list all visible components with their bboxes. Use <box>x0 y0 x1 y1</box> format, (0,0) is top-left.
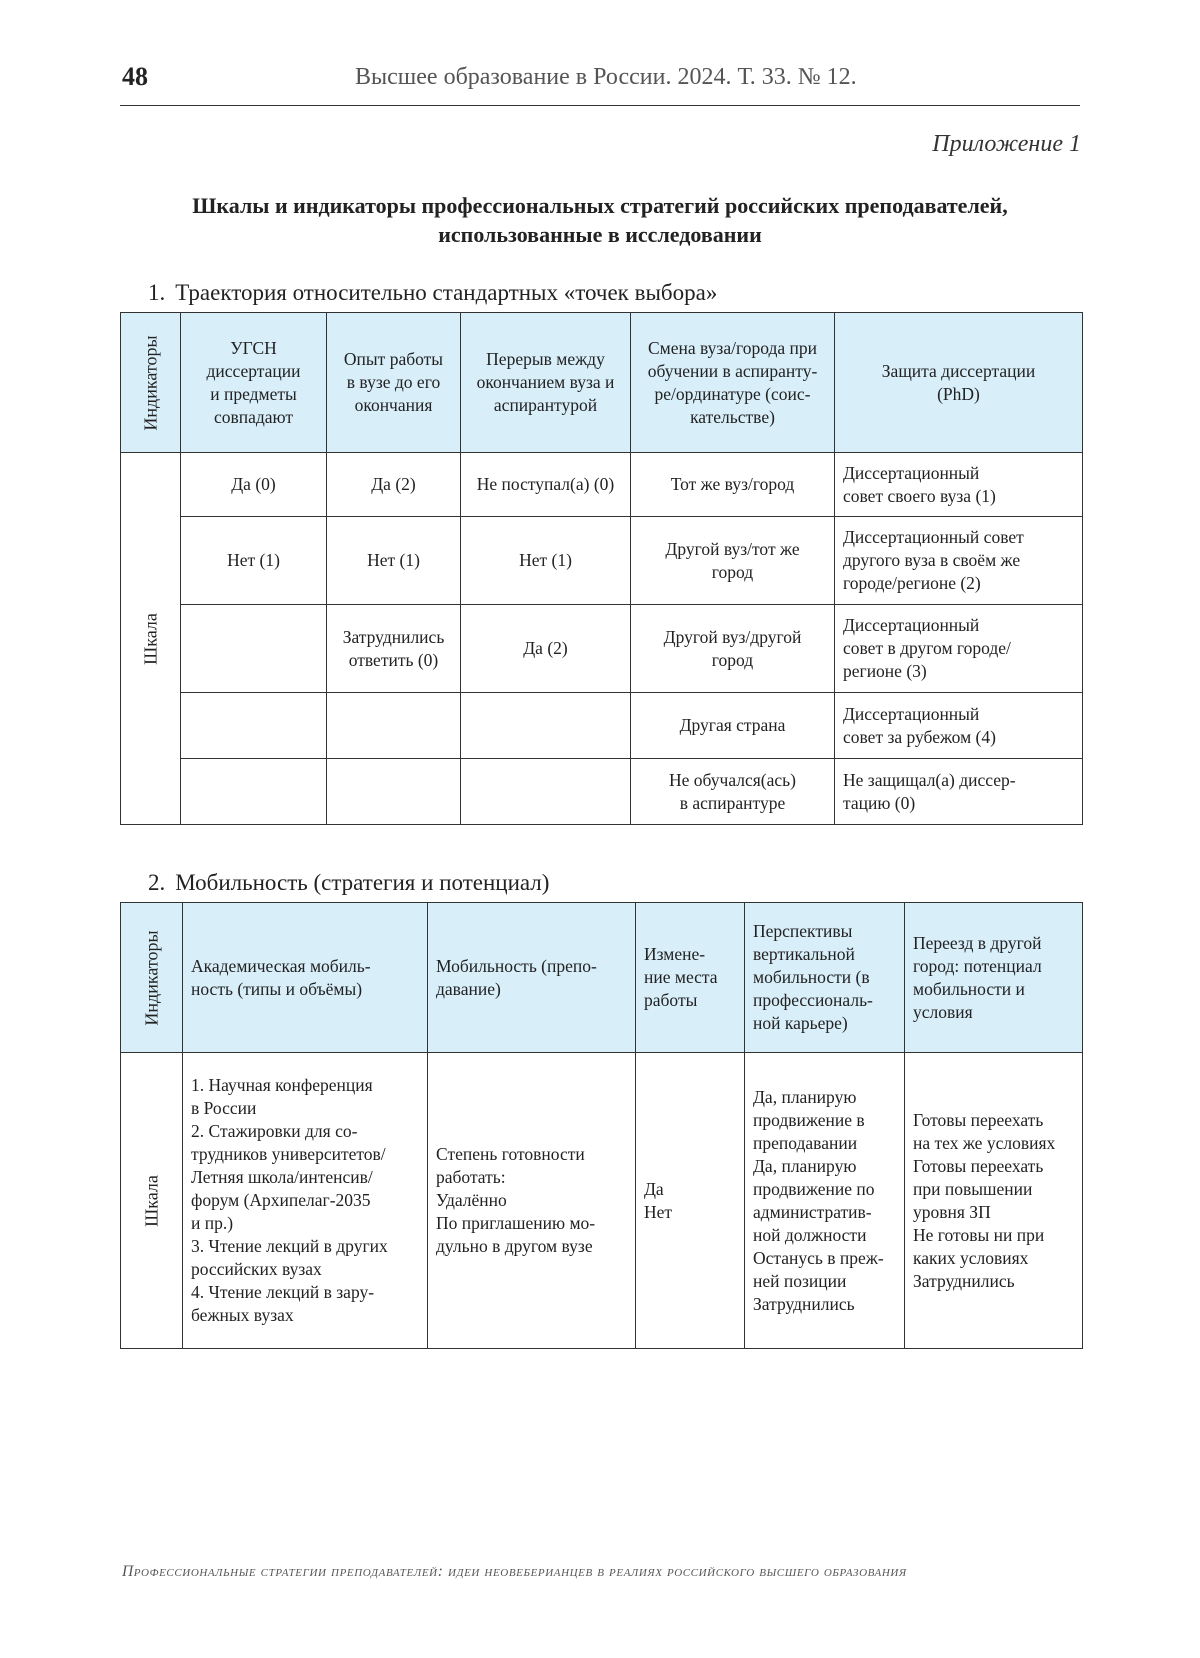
scale-label-cell <box>121 453 181 825</box>
header-cell <box>745 903 905 1053</box>
header-cell <box>636 903 745 1053</box>
cell-text-line: обучении в аспиранту- <box>647 360 818 381</box>
table-cell <box>835 453 1083 517</box>
cell-text-line: Нет (1) <box>519 550 572 570</box>
cell-text-line: Затруднились <box>753 1293 855 1314</box>
cell-text-line: ной карьере) <box>753 1013 848 1033</box>
title-line: использованные в исследовании <box>438 222 762 247</box>
cell-text-line: 3. Чтение лекций в других <box>191 1236 388 1256</box>
cell-text-line: административ- <box>753 1201 872 1222</box>
cell-text-line: Летняя школа/интенсив/ <box>191 1167 373 1187</box>
cell-text-line: аспирантурой <box>493 395 598 415</box>
cell-text-line: Не готовы ни при <box>913 1224 1045 1245</box>
cell-text-line: мобильности (в <box>753 967 870 987</box>
cell-text-line: Готовы переехать <box>913 1155 1044 1176</box>
cell-text-line: Нет <box>644 1201 673 1222</box>
cell-text-line: Академическая мобиль- <box>191 955 371 976</box>
cell-text-line: ние места <box>644 967 718 987</box>
cell-text-line: Защита диссертации <box>881 360 1036 381</box>
cell-text-line: давание) <box>436 978 501 999</box>
cell-text-line: совет за рубежом (4) <box>843 726 996 747</box>
table-cell <box>327 605 461 693</box>
cell-text-line: уровня ЗП <box>913 1201 991 1222</box>
section-title: Мобильность (стратегия и потенциал) <box>175 870 550 895</box>
table-cell <box>181 517 327 605</box>
table-cell <box>461 453 631 517</box>
cell-text-line: Смена вуза/города при <box>648 337 817 358</box>
cell-text-line: и пр.) <box>191 1213 234 1233</box>
table-row <box>121 1053 1083 1349</box>
indicators-label: Индикаторы <box>140 334 160 431</box>
cell-text-line: Тот же вуз/город <box>670 474 795 494</box>
indicators-header-cell <box>121 903 183 1053</box>
cell-text-line: совпадают <box>213 406 294 427</box>
cell-text-line: ной должности <box>753 1224 867 1245</box>
cell-text-line: бежных вузах <box>191 1305 294 1325</box>
cell-text-line: Перспективы <box>753 921 853 941</box>
cell-text-line: Диссертационный <box>843 462 980 483</box>
table-cell <box>835 759 1083 825</box>
table-cell <box>631 517 835 605</box>
cell-text-line: другого вуза в своём же <box>843 550 1021 570</box>
document-title <box>120 191 1080 249</box>
cell-text-line: дульно в другом вузе <box>436 1236 593 1256</box>
scale-label-cell <box>121 1053 183 1349</box>
cell-text-line: Другой вуз/другой <box>663 626 802 647</box>
cell-text-line: Да (2) <box>523 638 568 658</box>
cell-text-line: Диссертационный совет <box>843 527 1024 547</box>
table-cell <box>835 517 1083 605</box>
table-cell <box>905 1053 1083 1349</box>
cell-text-line: Мобильность (препо- <box>436 955 597 976</box>
cell-text-line: условия <box>913 1001 973 1022</box>
cell-text-line: Другой вуз/тот же <box>665 538 800 559</box>
table-cell <box>183 1053 428 1349</box>
table-cell <box>461 605 631 693</box>
cell-text-line: Другая страна <box>679 715 786 735</box>
cell-text-line: кательстве) <box>690 406 775 427</box>
cell-text-line: город <box>711 561 754 582</box>
header-cell <box>461 313 631 453</box>
cell-text-line: форум (Архипелаг-2035 <box>191 1190 371 1210</box>
table-cell <box>181 759 327 825</box>
cell-text-line: профессиональ- <box>753 990 873 1010</box>
cell-text-line: совет в другом городе/ <box>843 638 1011 658</box>
table-cell <box>461 693 631 759</box>
table-header-row <box>121 313 1083 453</box>
cell-text-line: Опыт работы <box>343 349 444 369</box>
header-cell <box>183 903 428 1053</box>
table-header-row <box>121 903 1083 1053</box>
table-cell <box>428 1053 636 1349</box>
running-head: Высшее образование в России. 2024. Т. 33. № 12. <box>355 64 857 90</box>
cell-text-line: 1. Научная конференция <box>191 1075 373 1095</box>
cell-text-line: ней позиции <box>753 1270 847 1291</box>
trajectory-table <box>120 312 1083 825</box>
table-cell <box>745 1053 905 1349</box>
cell-text-line: 2. Стажировки для со- <box>191 1121 358 1141</box>
cell-text-line: Готовы переехать <box>913 1109 1044 1130</box>
cell-text-line: Затруднились <box>913 1270 1015 1291</box>
table-cell <box>461 517 631 605</box>
cell-text-line: российских вузах <box>191 1259 322 1279</box>
cell-text-line: регионе (3) <box>843 661 927 681</box>
footer-running-title: Профессиональные стратегии преподавателей: идеи неовеберианцев в реалиях российского высшего образования <box>122 1563 907 1580</box>
table-cell <box>327 517 461 605</box>
cell-text-line: Диссертационный <box>843 615 980 635</box>
table-row <box>121 605 1083 693</box>
cell-text-line: Измене- <box>644 944 706 964</box>
cell-text-line: работать: <box>436 1167 506 1187</box>
table-cell <box>631 453 835 517</box>
table-cell <box>835 693 1083 759</box>
table-cell <box>327 693 461 759</box>
cell-text-line: и предметы <box>210 383 297 404</box>
cell-text-line: окончанием вуза и <box>476 372 615 392</box>
cell-text-line: продвижение по <box>753 1178 875 1199</box>
table-row <box>121 759 1083 825</box>
cell-text-line: в аспирантуре <box>679 792 786 813</box>
cell-text-line: при повышении <box>913 1178 1033 1199</box>
table-row <box>121 453 1083 517</box>
cell-text-line: на тех же условиях <box>913 1132 1056 1153</box>
cell-text-line: Степень готовности <box>436 1144 585 1164</box>
cell-text-line: город: потенциал <box>913 955 1042 976</box>
table-cell <box>636 1053 745 1349</box>
table-cell <box>631 759 835 825</box>
header-cell <box>835 313 1083 453</box>
cell-text-line: Да (2) <box>371 474 416 494</box>
table-cell <box>327 759 461 825</box>
table-cell <box>631 693 835 759</box>
cell-text-line: трудников университетов/ <box>191 1144 386 1164</box>
cell-text-line: (PhD) <box>937 383 980 404</box>
section-number: 1. <box>148 280 166 305</box>
indicators-label: Индикаторы <box>141 929 161 1026</box>
cell-text-line: Удалённо <box>436 1190 507 1210</box>
appendix-label: Приложение 1 <box>932 131 1081 157</box>
section-number: 2. <box>148 870 166 895</box>
cell-text-line: мобильности и <box>913 978 1025 999</box>
cell-text-line: Нет (1) <box>367 550 420 570</box>
table-cell <box>631 605 835 693</box>
cell-text-line: Не поступал(а) (0) <box>476 474 615 494</box>
table-cell <box>835 605 1083 693</box>
cell-text-line: преподавании <box>753 1132 858 1153</box>
cell-text-line: Диссертационный <box>843 703 980 724</box>
table-row <box>121 693 1083 759</box>
cell-text-line: продвижение в <box>753 1109 865 1130</box>
header-cell <box>181 313 327 453</box>
indicators-header-cell <box>121 313 181 453</box>
header-rule <box>120 105 1080 106</box>
cell-text-line: окончания <box>354 395 433 415</box>
section-title: Траектория относительно стандартных «точек выбора» <box>175 280 718 305</box>
cell-text-line: в вузе до его <box>346 372 441 392</box>
section-2-heading <box>148 870 549 896</box>
table-cell <box>327 453 461 517</box>
cell-text-line: ответить (0) <box>348 649 439 670</box>
cell-text-line: Переезд в другой <box>913 932 1042 953</box>
table-cell <box>181 453 327 517</box>
cell-text-line: совет своего вуза (1) <box>843 485 996 506</box>
cell-text-line: каких условиях <box>913 1247 1029 1268</box>
cell-text-line: город <box>711 649 754 670</box>
section-1-heading <box>148 280 717 306</box>
cell-text-line: Перерыв между <box>486 349 605 369</box>
cell-text-line: работы <box>644 990 698 1010</box>
header-cell <box>905 903 1083 1053</box>
cell-text-line: Да, планирую <box>753 1086 857 1107</box>
header-cell <box>428 903 636 1053</box>
cell-text-line: УГСН <box>230 337 277 358</box>
table-cell <box>181 693 327 759</box>
title-line: Шкалы и индикаторы профессиональных стратегий российских преподавателей, <box>192 193 1008 218</box>
cell-text-line: Нет (1) <box>227 550 280 570</box>
cell-text-line: городе/регионе (2) <box>843 573 981 593</box>
cell-text-line: Да, планирую <box>753 1155 857 1176</box>
cell-text-line: 4. Чтение лекций в зару- <box>191 1282 375 1302</box>
cell-text-line: тацию (0) <box>843 792 916 813</box>
mobility-table <box>120 902 1083 1349</box>
table-row <box>121 517 1083 605</box>
scale-label: Шкала <box>141 1174 161 1227</box>
cell-text-line: По приглашению мо- <box>436 1213 596 1233</box>
cell-text-line: ре/ординатуре (соис- <box>654 383 811 404</box>
cell-text-line: Да <box>644 1178 664 1199</box>
cell-text-line: Не защищал(а) диссер- <box>843 769 1016 790</box>
scale-label: Шкала <box>140 612 160 665</box>
cell-text-line: Затруднились <box>342 626 445 647</box>
cell-text-line: диссертации <box>206 360 301 381</box>
cell-text-line: в России <box>191 1098 257 1118</box>
table-cell <box>461 759 631 825</box>
page-number: 48 <box>122 62 148 91</box>
cell-text-line: вертикальной <box>753 944 855 964</box>
table-cell <box>181 605 327 693</box>
cell-text-line: Не обучался(ась) <box>669 769 796 790</box>
cell-text-line: Да (0) <box>231 474 276 494</box>
cell-text-line: ность (типы и объёмы) <box>191 978 363 999</box>
cell-text-line: Останусь в преж- <box>753 1247 884 1268</box>
header-cell <box>327 313 461 453</box>
header-cell <box>631 313 835 453</box>
